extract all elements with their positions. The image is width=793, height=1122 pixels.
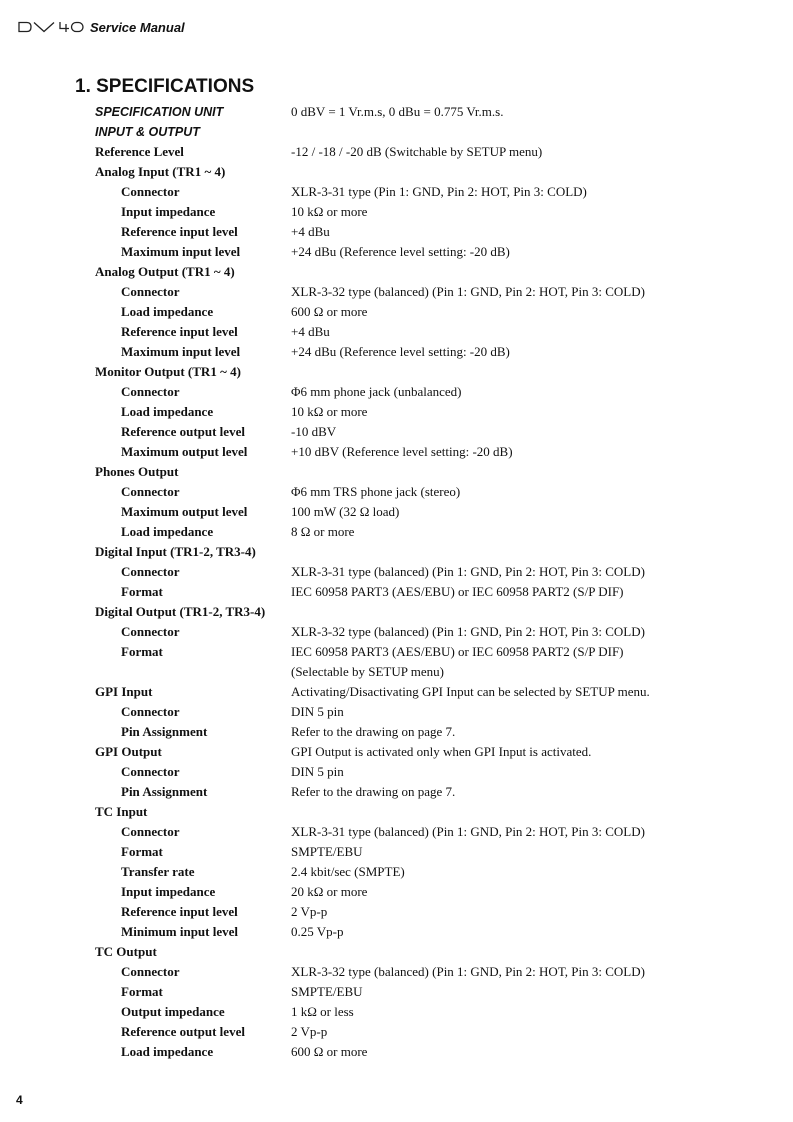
spec-value: IEC 60958 PART3 (AES/EBU) or IEC 60958 PART2 (S/P DIF) — [291, 584, 624, 599]
spec-category-label: TC Output — [95, 944, 157, 959]
spec-value: +4 dBu — [291, 224, 330, 239]
spec-value: 20 kΩ or more — [291, 884, 368, 899]
spec-value: XLR-3-31 type (Pin 1: GND, Pin 2: HOT, Pin 3: COLD) — [291, 184, 587, 199]
spec-row — [0, 442, 793, 462]
spec-item-label: Format — [121, 844, 163, 859]
spec-value: XLR-3-31 type (balanced) (Pin 1: GND, Pin 2: HOT, Pin 3: COLD) — [291, 824, 645, 839]
spec-value: XLR-3-32 type (balanced) (Pin 1: GND, Pin 2: HOT, Pin 3: COLD) — [291, 624, 645, 639]
spec-category-label: Digital Input (TR1-2, TR3-4) — [95, 544, 256, 559]
section-title: 1. SPECIFICATIONS — [75, 76, 255, 97]
spec-row — [0, 582, 793, 602]
spec-row — [0, 802, 793, 822]
spec-row — [0, 942, 793, 962]
spec-item-label: Load impedance — [121, 404, 214, 419]
page-header — [18, 18, 185, 36]
spec-row — [0, 222, 793, 242]
spec-category-label: TC Input — [95, 804, 148, 819]
spec-value: SMPTE/EBU — [291, 984, 363, 999]
spec-value: +24 dBu (Reference level setting: -20 dB) — [291, 344, 510, 359]
spec-row — [0, 962, 793, 982]
spec-row — [0, 782, 793, 802]
spec-row — [0, 1002, 793, 1022]
spec-value: 1 kΩ or less — [291, 1004, 354, 1019]
spec-value: (Selectable by SETUP menu) — [291, 664, 444, 679]
spec-category-label: Reference Level — [95, 144, 184, 159]
spec-value: GPI Output is activated only when GPI Input is activated. — [291, 744, 592, 759]
spec-row — [0, 562, 793, 582]
spec-value: 600 Ω or more — [291, 1044, 368, 1059]
spec-value: XLR-3-32 type (balanced) (Pin 1: GND, Pin 2: HOT, Pin 3: COLD) — [291, 284, 645, 299]
spec-value: 0 dBV = 1 Vr.m.s, 0 dBu = 0.775 Vr.m.s. — [291, 104, 504, 119]
spec-category-label: Digital Output (TR1-2, TR3-4) — [95, 604, 266, 619]
spec-item-label: Connector — [121, 564, 180, 579]
spec-row — [0, 822, 793, 842]
spec-category-label: GPI Output — [95, 744, 162, 759]
spec-value: Φ6 mm phone jack (unbalanced) — [291, 384, 462, 399]
page-number: 4 — [16, 1093, 23, 1107]
spec-row — [0, 862, 793, 882]
spec-value: DIN 5 pin — [291, 764, 344, 779]
spec-row — [0, 402, 793, 422]
spec-row — [0, 162, 793, 182]
spec-row — [0, 842, 793, 862]
spec-item-label: Output impedance — [121, 1004, 225, 1019]
spec-item-label: Connector — [121, 764, 180, 779]
spec-row — [0, 502, 793, 522]
spec-row — [0, 142, 793, 162]
spec-row — [0, 102, 793, 122]
spec-value: 2 Vp-p — [291, 904, 328, 919]
spec-row — [0, 382, 793, 402]
spec-row — [0, 902, 793, 922]
spec-item-label: Reference output level — [121, 424, 245, 439]
spec-value: +10 dBV (Reference level setting: -20 dB) — [291, 444, 513, 459]
spec-value: 2 Vp-p — [291, 1024, 328, 1039]
spec-row — [0, 922, 793, 942]
spec-row — [0, 302, 793, 322]
spec-row — [0, 762, 793, 782]
spec-value: Φ6 mm TRS phone jack (stereo) — [291, 484, 461, 499]
spec-category-label: Analog Input (TR1 ~ 4) — [95, 164, 226, 179]
spec-row — [0, 322, 793, 342]
spec-item-label: Connector — [121, 384, 180, 399]
spec-row — [0, 342, 793, 362]
spec-row — [0, 682, 793, 702]
spec-item-label: Pin Assignment — [121, 784, 208, 799]
spec-row — [0, 422, 793, 442]
spec-value: 10 kΩ or more — [291, 204, 368, 219]
dv40-logo — [18, 21, 84, 33]
spec-row — [0, 982, 793, 1002]
spec-row — [0, 362, 793, 382]
spec-row — [0, 122, 793, 142]
spec-item-label: Maximum output level — [121, 444, 248, 459]
spec-item-label: Reference input level — [121, 224, 238, 239]
spec-row — [0, 182, 793, 202]
spec-row — [0, 602, 793, 622]
spec-value: 100 mW (32 Ω load) — [291, 504, 400, 519]
spec-value: 0.25 Vp-p — [291, 924, 344, 939]
spec-value: IEC 60958 PART3 (AES/EBU) or IEC 60958 PART2 (S/P DIF) — [291, 644, 624, 659]
spec-item-label: Connector — [121, 624, 180, 639]
spec-row — [0, 542, 793, 562]
spec-item-label: Format — [121, 984, 163, 999]
spec-row — [0, 242, 793, 262]
spec-row — [0, 722, 793, 742]
spec-item-label: Connector — [121, 484, 180, 499]
spec-item-label: Maximum input level — [121, 344, 241, 359]
specification-table — [0, 102, 793, 1062]
spec-group-heading: SPECIFICATION UNIT — [95, 105, 224, 119]
spec-category-label: Analog Output (TR1 ~ 4) — [95, 264, 235, 279]
spec-value: XLR-3-31 type (balanced) (Pin 1: GND, Pin 2: HOT, Pin 3: COLD) — [291, 564, 645, 579]
spec-value: Refer to the drawing on page 7. — [291, 784, 456, 799]
spec-row — [0, 282, 793, 302]
spec-category-label: Monitor Output (TR1 ~ 4) — [95, 364, 241, 379]
spec-value: SMPTE/EBU — [291, 844, 363, 859]
spec-item-label: Load impedance — [121, 1044, 214, 1059]
spec-item-label: Reference output level — [121, 1024, 245, 1039]
spec-value: Refer to the drawing on page 7. — [291, 724, 456, 739]
spec-row — [0, 622, 793, 642]
spec-group-heading: INPUT & OUTPUT — [95, 125, 200, 139]
spec-row — [0, 462, 793, 482]
spec-value: +24 dBu (Reference level setting: -20 dB) — [291, 244, 510, 259]
spec-row — [0, 202, 793, 222]
spec-value: 10 kΩ or more — [291, 404, 368, 419]
spec-value: DIN 5 pin — [291, 704, 344, 719]
spec-row — [0, 882, 793, 902]
spec-item-label: Pin Assignment — [121, 724, 208, 739]
spec-item-label: Input impedance — [121, 884, 216, 899]
spec-item-label: Input impedance — [121, 204, 216, 219]
spec-item-label: Load impedance — [121, 304, 214, 319]
spec-row — [0, 742, 793, 762]
spec-row — [0, 642, 793, 662]
spec-row — [0, 702, 793, 722]
spec-value: 2.4 kbit/sec (SMPTE) — [291, 864, 405, 879]
spec-row — [0, 1022, 793, 1042]
spec-item-label: Connector — [121, 824, 180, 839]
spec-item-label: Connector — [121, 284, 180, 299]
spec-item-label: Connector — [121, 184, 180, 199]
spec-row — [0, 522, 793, 542]
spec-item-label: Format — [121, 644, 163, 659]
spec-category-label: Phones Output — [95, 464, 179, 479]
spec-value: Activating/Disactivating GPI Input can be selected by SETUP menu. — [291, 684, 650, 699]
spec-item-label: Maximum output level — [121, 504, 248, 519]
spec-item-label: Connector — [121, 704, 180, 719]
spec-item-label: Minimum input level — [121, 924, 239, 939]
spec-row — [0, 662, 793, 682]
spec-item-label: Reference input level — [121, 904, 238, 919]
spec-category-label: GPI Input — [95, 684, 153, 699]
spec-row — [0, 262, 793, 282]
spec-value: 8 Ω or more — [291, 524, 355, 539]
spec-value: +4 dBu — [291, 324, 330, 339]
header-title: Service Manual — [90, 19, 185, 35]
spec-value: -10 dBV — [291, 424, 337, 439]
spec-row — [0, 1042, 793, 1062]
spec-item-label: Transfer rate — [121, 864, 195, 879]
spec-item-label: Load impedance — [121, 524, 214, 539]
spec-value: XLR-3-32 type (balanced) (Pin 1: GND, Pin 2: HOT, Pin 3: COLD) — [291, 964, 645, 979]
spec-value: 600 Ω or more — [291, 304, 368, 319]
spec-item-label: Connector — [121, 964, 180, 979]
spec-value: -12 / -18 / -20 dB (Switchable by SETUP menu) — [291, 144, 543, 159]
spec-item-label: Format — [121, 584, 163, 599]
spec-row — [0, 482, 793, 502]
spec-item-label: Maximum input level — [121, 244, 241, 259]
spec-item-label: Reference input level — [121, 324, 238, 339]
